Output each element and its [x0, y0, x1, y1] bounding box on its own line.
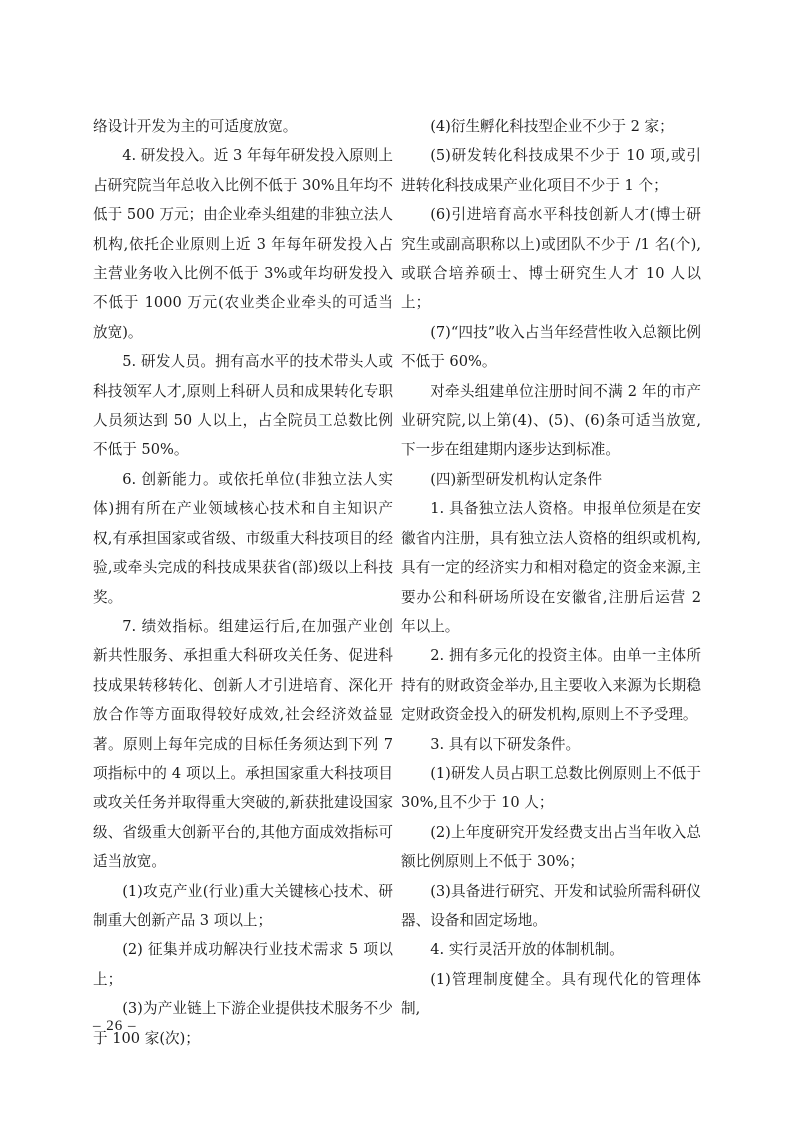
- list-item-indicator-4: (4)衍生孵化科技型企业不少于 2 家；: [430, 118, 674, 135]
- list-item-indicator-3: (3)为产业链上下游企业提供技术服务不少于 100 家(次)；: [93, 1000, 393, 1047]
- list-item-condition-2: (2)上年度研究开发经费支出占当年收入总额比例原则上不低于 30%；: [401, 823, 701, 871]
- paragraph-rd-personnel: 5. 研发人员。拥有高水平的技术带头人或科技领军人才,原则上科研人员和成果转化专职人员须达到 50 人以上，占全院员工总数比例不低于 50%。: [93, 353, 393, 459]
- paragraph-investors: 2. 拥有多元化的投资主体。由单一主体所持有的财政资金举办,且主要收入来源为长期稳定财政资金投入的研发机构,原则上不予受理。: [401, 647, 701, 724]
- paragraph-flexible-mechanism: 4. 实行灵活开放的体制机制。: [430, 941, 624, 959]
- right-column: [401, 112, 701, 1024]
- list-item-indicator-2: (2) 征集并成功解决行业技术需求 5 项以上；: [93, 941, 393, 988]
- list-item-condition-1: (1)研发人员占职工总数比例原则上不低于 30%,且不少于 10 人；: [401, 764, 701, 812]
- list-item-indicator-1: (1)攻克产业(行业)重大关键核心技术、研制重大创新产品 3 项以上；: [93, 882, 393, 929]
- paragraph-performance-indicators: 7. 绩效指标。组建运行后,在加强产业创新共性服务、承担重大科研攻关任务、促进科技成果转移转化、创新人才引进培育、深化开放合作等方面取得较好成效,社会经济效益显著。原则上每年完成的目标任务须达到下列 7 项指标中的 4 项以上。承担国家重大科技项目或攻关任务并取得重大突破的,新获批建设国家级、省级重大创新平台的,其他方面成效指标可适当放宽。: [93, 617, 393, 871]
- page-number: – 26 –: [93, 1018, 137, 1034]
- list-item-indicator-7: (7)“四技”收入占当年经营性收入总额比例不低于 60%。: [401, 323, 701, 371]
- list-item-management-system: (1)管理制度健全。具有现代化的管理体制,: [401, 970, 701, 1018]
- paragraph-legal-entity: 1. 具备独立法人资格。申报单位须是在安徽省内注册，具有独立法人资格的组织或机构,具有一定的经济实力和相对稳定的资金来源,主要办公和科研场所设在安徽省,注册后运营 2 年以上。: [401, 500, 701, 635]
- list-item-indicator-6: (6)引进培育高水平科技创新人才(博士研究生或副高职称以上)或团队不少于 /1 名(个),或联合培养硕士、博士研究生人才 10 人以上；: [401, 206, 701, 312]
- paragraph-rd-investment: 4. 研发投入。近 3 年每年研发投入原则上占研究院当年总收入比例不低于 30%且年均不低于 500 万元；由企业牵头组建的非独立法人机构,依托企业原则上近 3 年每年研发投入占主营业务收入比例不低于 3%或年均研发投入不低于 1000 万元(农业类企业牵头的可适当放宽)。: [93, 147, 393, 341]
- paragraph-innovation-capacity: 6. 创新能力。或依托单位(非独立法人实体)拥有所在产业领域核心技术和自主知识产权,有承担国家或省级、市级重大科技项目的经验,或牵头完成的科技成果获省(部)级以上科技奖。: [93, 470, 393, 606]
- paragraph-continuation: 络设计开发为主的可适度放宽。: [93, 118, 298, 135]
- paragraph-relaxation-note: 对牵头组建单位注册时间不满 2 年的市产业研究院,以上第(4)、(5)、(6)条可适当放宽,下一步在组建期内逐步达到标准。: [401, 382, 701, 459]
- list-item-indicator-5: (5)研发转化科技成果不少于 10 项,或引进转化科技成果产业化项目不少于 1 个；: [401, 147, 701, 194]
- list-item-condition-3: (3)具备进行研究、开发和试验所需科研仪器、设备和固定场地。: [401, 882, 701, 929]
- section-heading-new-rd-institution: (四)新型研发机构认定条件: [430, 470, 603, 488]
- paragraph-rd-conditions: 3. 具有以下研发条件。: [430, 735, 581, 753]
- left-column: [93, 112, 393, 1053]
